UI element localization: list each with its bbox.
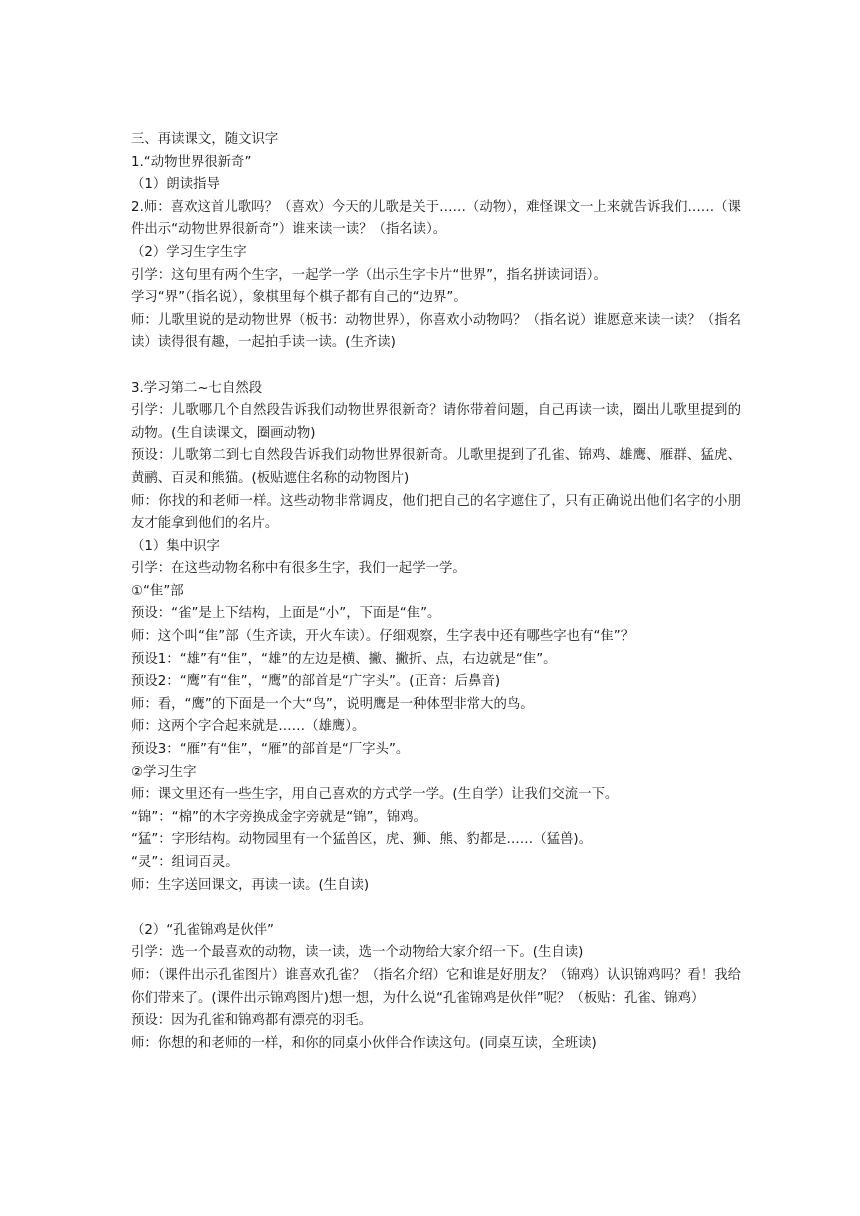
paragraph: 引学：这句里有两个生字，一起学一学（出示生字卡片“世界”，指名拼读词语）。 — [131, 267, 607, 283]
paragraph: 预设：“雀”是上下结构，上面是“小”，下面是“隹”。 — [131, 606, 441, 622]
paragraph: 2.师：喜欢这首儿歌吗？（喜欢）今天的儿歌是关于……（动物），难怪课文一上来就告诉我们……（课件出示“动物世界很新奇”）谁来读一读？（指名读）。 — [131, 199, 741, 238]
paragraph: “锦”：“棉”的木字旁换成金字旁就是“锦”，锦鸡。 — [131, 809, 428, 825]
paragraph: 师：儿歌里说的是动物世界（板书：动物世界），你喜欢小动物吗？（指名说）谁愿意来读一读？（指名读）读得很有趣，一起拍手读一读。(生齐读) — [131, 312, 741, 351]
paragraph: 引学：选一个最喜欢的动物，读一读，选一个动物给大家介绍一下。(生自读) — [131, 945, 584, 961]
paragraph: 预设：因为孔雀和锦鸡都有漂亮的羽毛。 — [131, 1013, 373, 1029]
paragraph: 引学：儿歌哪几个自然段告诉我们动物世界很新奇？请你带着问题，自己再读一读，圈出儿歌里提到的动物。(生自读课文，圈画动物) — [131, 403, 741, 441]
paragraph: 师：（课件出示孔雀图片）谁喜欢孔雀？（指名介绍）它和谁是好朋友？（锦鸡）认识锦鸡吗？看！我给你们带来了。(课件出示锦鸡图片)想一想，为什么说“孔雀锦鸡是伙伴”呢？（板贴：孔雀、锦鸡） — [131, 967, 741, 1006]
paragraph: 3.学习第二~七自然段 — [131, 380, 263, 396]
paragraph: 师：这个叫“隹”部（生齐读，开火车读）。仔细观察，生字表中还有哪些字也有“隹”？ — [131, 629, 635, 645]
paragraph: 三、再读课文，随文识字 — [131, 132, 279, 147]
paragraph: 1.“动物世界很新奇” — [131, 154, 252, 170]
paragraph: 预设1：“雄”有“隹”，“雄”的左边是横、撇、撇折、点，右边就是“隹”。 — [131, 651, 557, 667]
paragraph: ②学习生字 — [131, 764, 197, 780]
paragraph: 预设：儿歌第二到七自然段告诉我们动物世界很新奇。儿歌里提到了孔雀、锦鸡、雄鹰、雁群、猛虎、黄鹂、百灵和熊猫。(板贴遮住名称的动物图片) — [131, 448, 741, 486]
lesson-plan-text — [131, 129, 741, 1055]
paragraph: （2）学习生字生字 — [131, 244, 247, 260]
paragraph: 学习“界”（指名说），象棋里每个棋子都有自己的“边界”。 — [131, 290, 467, 306]
paragraph: 师：你想的和老师的一样，和你的同桌小伙伴合作读这句。(同桌互读，全班读) — [131, 1035, 597, 1051]
paragraph: 引学：在这些动物名称中有很多生字，我们一起学一学。 — [131, 561, 466, 577]
paragraph: （1）朗读指导 — [131, 177, 220, 193]
paragraph: 师：这两个字合起来就是……（雄鹰）。 — [131, 719, 366, 735]
paragraph: “灵”：组词百灵。 — [131, 855, 239, 870]
paragraph: ①“隹”部 — [131, 583, 184, 599]
paragraph: 师：课文里还有一些生字，用自己喜欢的方式学一学。(生自学）让我们交流一下。 — [131, 787, 619, 803]
paragraph: “猛”：字形结构。动物园里有一个猛兽区，虎、狮、熊、豹都是……（猛兽)。 — [131, 832, 592, 848]
paragraph: 师：看，“鹰”的下面是一个大“鸟”，说明鹰是一种体型非常大的鸟。 — [131, 696, 534, 712]
paragraph: 预设3：“雁”有“隹”，“雁”的部首是“厂字头”。 — [131, 742, 410, 758]
paragraph: 师：生字送回课文，再读一读。(生自读) — [131, 877, 370, 893]
blank-line — [131, 355, 741, 378]
paragraph: （1）集中识字 — [131, 538, 220, 554]
paragraph: 师：你找的和老师一样。这些动物非常调皮，他们把自己的名字遮住了，只有正确说出他们名字的小朋友才能拿到他们的名片。 — [131, 493, 741, 532]
blank-line — [131, 897, 741, 920]
paragraph: 预设2：“鹰”有“隹”，“鹰”的部首是“广字头”。(正音：后鼻音) — [131, 674, 501, 690]
paragraph: （2）“孔雀锦鸡是伙伴” — [131, 922, 274, 938]
